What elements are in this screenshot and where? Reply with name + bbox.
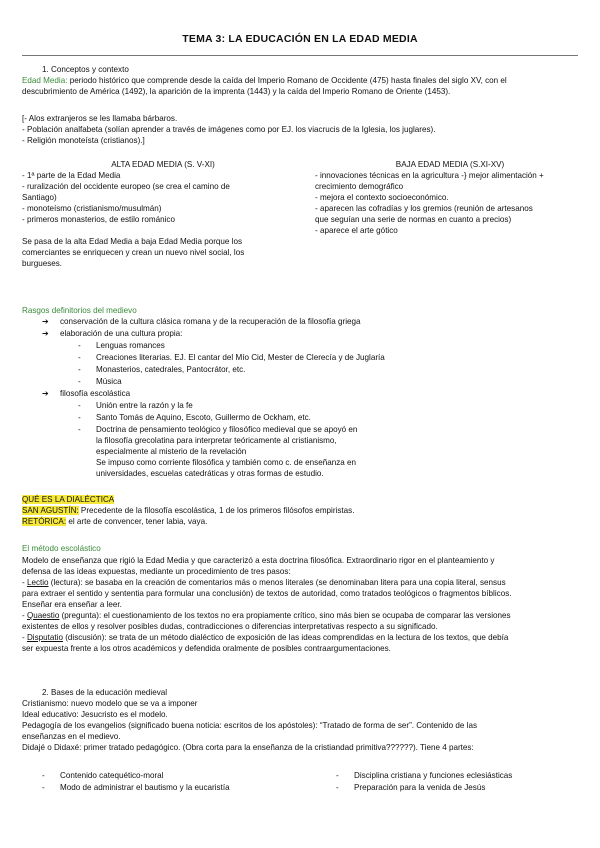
quaestio-label: Quaestio [26,611,60,620]
baja-heading: BAJA EDAD MEDIA (S.XI-XV) [395,160,505,169]
metodo-heading: El método escolástico [22,544,101,553]
arrow-icon: ➔ [42,389,49,398]
lectio-label: Lectio [26,578,49,587]
list-item: - Santo Tomás de Aquino, Escoto, Guillermo de Ockham, etc. [78,413,311,422]
arrow-icon: ➔ [42,317,49,326]
alta-heading: ALTA EDAD MEDIA (S. V-XI) [111,160,215,169]
section1-heading: 1. Conceptos y contexto [42,65,129,74]
arrow-item: ➔ filosofía escolástica [42,389,131,398]
list-item: - Lenguas romances [78,341,165,350]
list-item: - Música [78,377,122,386]
edad-media-definition: Edad Media: periodo histórico que comprende desde la caída del Imperio Romano de Occidente (475) hasta finales del siglo XV, con el descubrimiento de América (1492), la aparición de la imprenta (1443) y la caída del Imperio Romano de Oriente (1453). [22,76,507,96]
list-item: - Doctrina de pensamiento teológico y filosófico medieval que se apoyó en [78,425,358,434]
list-item: - Contenido catequético-moral [42,771,164,780]
transition-text: Se pasa de la alta Edad Media a baja Edad Media porque los [22,237,243,246]
section2-body: Cristianismo: nuevo modelo que se va a imponer Ideal educativo: Jesucristo es el modelo. Pedagogía de los evangelios (significado buena noticia: escritos de los apóstoles): “Tratado de forma de ser”. Contenido de las enseñanzas en el medievo. Didajé o Didaxé: primer tratado pedagógico. (Obra corta para la enseñanza de la cristiandad primitiva??????). Tiene 4 partes: [22,699,478,752]
list-item: - Disciplina cristiana y funciones eclesiásticas [336,771,513,780]
disputatio-label: Disputatio [26,633,63,642]
title-divider [22,55,578,56]
escolastica-description: la filosofía grecolatina para interpretar teóricamente al cristianismo, especialmente al misterio de la revelación Se impuso como corriente filosófica y también como c. de enseñanza en universidades, escuelas catedráticas y otras formas de estudio. [96,436,357,478]
metodo-body: Modelo de enseñanza que rigió la Edad Media y que caracterizó a esta doctrina filosófica. Extraordinario rigor en el planteamiento y defensa de las ideas expuestas, mediante un procedimiento de tres pasos: - Lectio (lectura): se basaba en la creación de comentarios más o menos literales (se denominaban litera para una copia literal, sensus para extraer el sentido y sententia para formular una conclusión) de textos de autoridad, como tratados teológicos o fragmentos bíblicos. Enseñar era enseñar a leer. - Quaestio (pregunta): el cuestionamiento de los textos no era propiamente crítico, sino más bien se ocupaba de comparar las versiones existentes de ellos y resolver posibles dudas, contradicciones o diferencias interpretativas respecto a su significado. - Disputatio (discusión): se trata de un método dialéctico de exposición de las ideas comprendidas en la lectura de los textos, que debía ser expuesta frente a los otros académicos y defendida oralmente de posibles contraargumentaciones. [22,556,512,653]
section2-heading: 2. Bases de la educación medieval [42,688,168,697]
dialectica-heading: QUÉ ES LA DIALÉCTICA [22,495,115,504]
edad-media-label: Edad Media: [22,76,68,85]
dialectica-section: QUÉ ES LA DIALÉCTICA SAN AGUSTÍN: Precedente de la filosofía escolástica, 1 de los primeros filósofos empiristas. RETÓRICA: el arte de convencer, tener labia, vaya. [22,495,355,526]
list-item: - Preparación para la venida de Jesús [336,783,486,792]
san-agustin-label: SAN AGUSTÍN: [22,506,79,515]
rasgos-heading: Rasgos definitorios del medievo [22,306,137,315]
list-item: - Monasterios, catedrales, Pantocrátor, etc. [78,365,246,374]
retorica-label: RETÓRICA: [22,517,67,526]
context-notes: [- Alos extranjeros se les llamaba bárbaros. - Población analfabeta (solían aprender a través de imágenes como por EJ. los viacrucis de la Iglesia, los juglares). - Religión monoteísta (cristianos).] [22,114,436,145]
arrow-item: ➔ conservación de la cultura clásica romana y de la recuperación de la filosofía griega [42,317,361,326]
list-item: - Unión entre la razón y la fe [78,401,193,410]
list-item: - Modo de administrar el bautismo y la eucaristía [42,783,230,792]
baja-edad-media-column: BAJA EDAD MEDIA (S.XI-XV) - innovaciones técnicas en la agricultura -} mejor alimentación + crecimiento demográfico - mejora el contexto socioeconómico. - aparecen las cofradías y los gremios (reunión de artesanos que seguían una serie de normas en cuanto a precios) - aparece el arte gótico [315,159,585,236]
arrow-icon: ➔ [42,329,49,338]
arrow-item: ➔ elaboración de una cultura propia: [42,329,183,338]
page-title: TEMA 3: LA EDUCACIÓN EN LA EDAD MEDIA [182,33,418,45]
list-item: - Creaciones literarias. EJ. El cantar del Mío Cid, Mester de Clerecía y de Juglaría [78,353,385,362]
alta-edad-media-column: ALTA EDAD MEDIA (S. V-XI) - 1ª parte de la Edad Media - ruralización del occidente europeo (se crea el camino de Santiago) - monoteísmo (cristianismo/musulmán) - primeros monasterios, de estilo románico Se pasa de la alta Edad Media a baja Edad Media porque los comerciantes se enriquecen y crean un nuevo nivel social, los burgueses. [22,159,304,269]
